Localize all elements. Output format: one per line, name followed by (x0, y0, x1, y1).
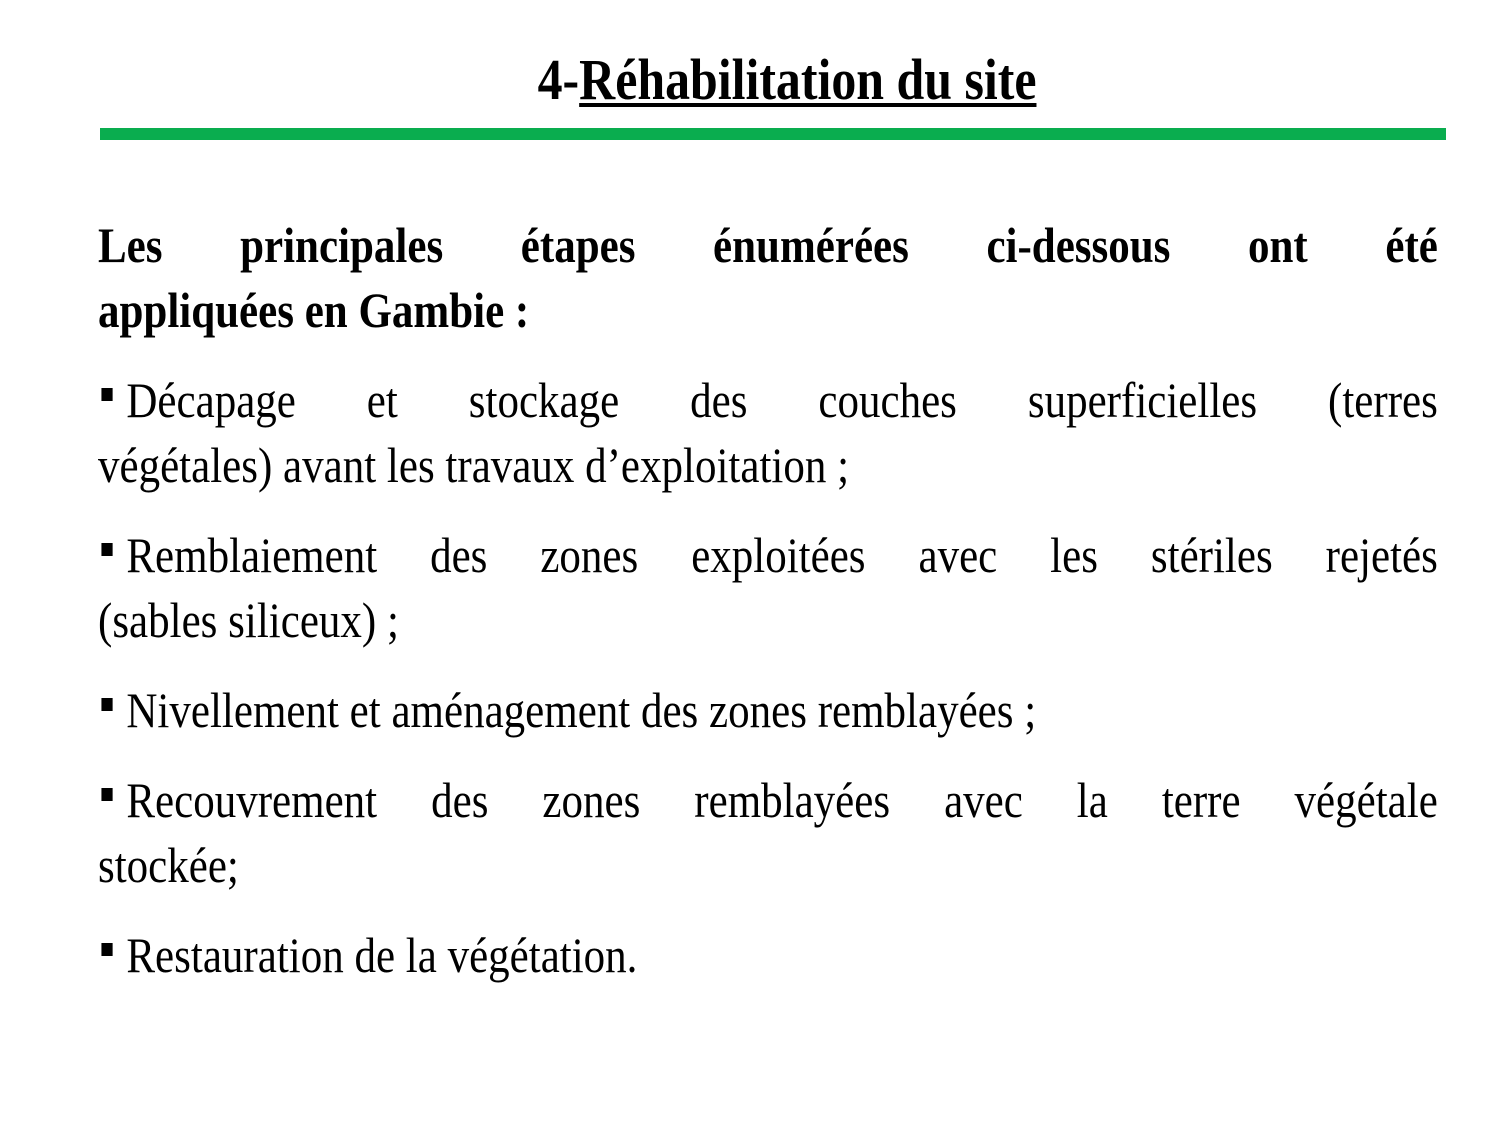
bullet-word: stériles (1150, 527, 1273, 583)
intro-word: ci-dessous (986, 217, 1171, 273)
bullet-word: exploitées (691, 527, 866, 583)
bullet-3-text: Nivellement et aménagement des zones remblayées ; (126, 682, 1037, 738)
bullet-item-5 (98, 925, 1438, 985)
bullet-word: des (690, 372, 748, 428)
bullet-item-4-cont (98, 835, 1438, 895)
bullet-word: Remblaiement (126, 527, 378, 583)
bullet-item-1-cont (98, 435, 1438, 495)
bullet-word: et (366, 372, 398, 428)
bullet-word: avec (918, 527, 998, 583)
title-main: Réhabilitation du site (579, 47, 1037, 112)
bullet-1-line-2: végétales) avant les travaux d’exploitation ; (98, 437, 850, 493)
bullet-word: superficielles (1027, 372, 1258, 428)
square-bullet-icon (101, 943, 112, 956)
bullet-word: zones (540, 527, 639, 583)
bullet-word: Décapage (126, 372, 296, 428)
intro-word: été (1385, 217, 1438, 273)
bullet-word: stockage (468, 372, 620, 428)
bullet-word: couches (818, 372, 957, 428)
bullet-item-3 (98, 680, 1438, 740)
square-bullet-icon (101, 788, 112, 801)
intro-word: énumérées (713, 217, 909, 273)
intro-line-1 (98, 215, 1438, 275)
intro-line-2-text: appliquées en Gambie : (98, 282, 530, 338)
title-divider (100, 128, 1446, 140)
bullet-word: des (431, 772, 489, 828)
bullet-word: rejetés (1325, 527, 1438, 583)
intro-word: Les (98, 217, 163, 273)
bullet-4-line-2: stockée; (98, 837, 239, 893)
bullet-word: zones (542, 772, 641, 828)
bullet-5-text: Restauration de la végétation. (126, 927, 638, 983)
bullet-word: (terres (1328, 372, 1438, 428)
title-prefix: 4- (538, 47, 580, 112)
square-bullet-icon (101, 543, 112, 556)
intro-line-2 (98, 280, 1438, 340)
intro-word: étapes (520, 217, 636, 273)
bullet-word: végétale (1294, 772, 1438, 828)
bullet-word: Recouvrement (126, 772, 378, 828)
bullet-word: des (430, 527, 488, 583)
bullet-word: remblayées (694, 772, 891, 828)
bullet-item-4 (98, 770, 1438, 830)
bullet-item-2 (98, 525, 1438, 585)
square-bullet-icon (101, 388, 112, 401)
square-bullet-icon (101, 698, 112, 711)
bullet-word: la (1076, 772, 1108, 828)
intro-word: principales (240, 217, 444, 273)
bullet-word: avec (944, 772, 1023, 828)
bullet-item-1 (98, 370, 1438, 430)
intro-word: ont (1248, 217, 1308, 273)
bullet-word: terre (1161, 772, 1241, 828)
slide-title (0, 48, 1500, 112)
bullet-word: les (1050, 527, 1098, 583)
bullet-item-2-cont (98, 590, 1438, 650)
bullet-2-line-2: (sables siliceux) ; (98, 592, 399, 648)
